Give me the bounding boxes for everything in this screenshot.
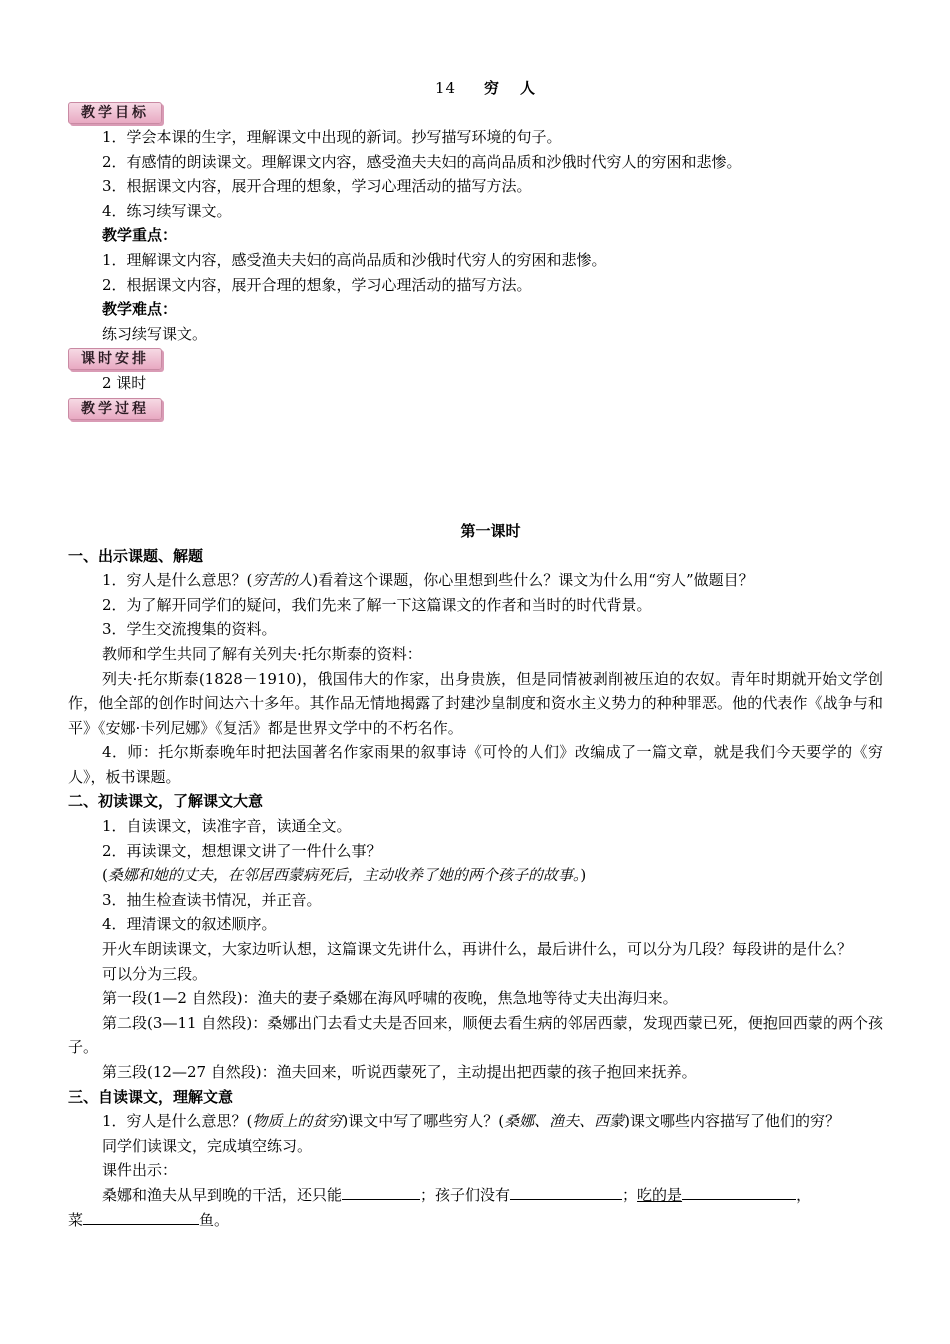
difficulty-label: 教学难点： [102,300,178,319]
text-line: 教师和学生共同了解有关列夫·托尔斯泰的资料： [102,644,422,663]
author-paragraph: 列夫·托尔斯泰(1828－1910)，俄国伟大的作家，出身贵族，但是同情被剥削被压迫的农奴。青年时期就开始文学创作，他全部的创作时间达六十多年。其作品无情地揭露了封建沙皇制度和资水主义势力的种种罪恶。他的代表作《战争与和平》《安娜·卡列尼娜》《复活》都是世界文学中的不朽名作。 [68,669,883,737]
goal-item: 1．学会本课的生字，理解课文中出现的新词。抄写描写环境的句子。 [102,128,562,146]
schedule-badge: 课时安排 [68,348,162,370]
blank-field [342,1183,420,1200]
blank-field [682,1183,796,1200]
text-line: 同学们读课文，完成填空练习。 [102,1136,313,1155]
blank-field [83,1208,199,1225]
key-point-item: 2．根据课文内容，展开合理的想象，学习心理活动的描写方法。 [102,275,532,294]
text-paragraph: 1．穷人是什么意思？(物质上的贫穷)课文中写了哪些穷人？(桑娜、渔夫、西蒙)课文哪些内容描写了他们的穷？ [102,1112,841,1131]
key-point-item: 1．理解课文内容，感受渔夫夫妇的高尚品质和沙俄时代穷人的穷困和悲惨。 [102,250,607,269]
text-line: 1．穷人是什么意思？(穷苦的人)看着这个课题，你心里想到些什么？课文为什么用“穷人”做题目？ [102,571,754,590]
text-line: 2．为了解开同学们的疑问，我们先来了解一下这篇课文的作者和当时的时代背景。 [102,595,652,614]
text-paragraph: 开火车朗读课文，大家边听认想，这篇课文先讲什么，再讲什么，最后讲什么，可以分为几段？每段讲的是什么？ [102,940,853,959]
fill-blank-line: 菜 鱼。 [68,1208,883,1233]
text-line: 第三段(12—27 自然段)：渔夫回来，听说西蒙死了，主动提出把西蒙的孩子抱回来抚养。 [102,1063,697,1081]
text-line: 课件出示： [102,1161,178,1180]
key-points-label: 教学重点： [102,226,178,245]
process-badge: 教学过程 [68,398,162,420]
text-line: 2．再读课文，想想课文讲了一件什么事？ [102,841,382,860]
text-line: 3．抽生检查读书情况，并正音。 [102,890,322,909]
goal-item: 2．有感情的朗读课文。理解课文内容，感受渔夫夫妇的高尚品质和沙俄时代穷人的穷困和悲惨。 [102,152,742,171]
text-line: 可以分为三段。 [102,964,208,983]
section-heading-3: 三、自读课文，理解文意 [68,1087,234,1106]
text-line: 4．理清课文的叙述顺序。 [102,915,277,934]
text-paragraph: 4．师：托尔斯泰晚年时把法国著名作家雨果的叙事诗《可怜的人们》改编成了一篇文章，就是我们今天要学的《穷人》，板书课题。 [68,743,883,786]
blank-field [510,1183,622,1200]
schedule-text: 2 课时 [102,374,147,393]
document-page [68,76,883,1232]
difficulty-text: 练习续写课文。 [102,324,208,343]
text-line: 第一段(1—2 自然段)：渔夫的妻子桑娜在海风呼啸的夜晚，焦急地等待丈夫出海归来。 [102,989,678,1008]
title-char-1: 穷 [484,79,501,97]
goal-item: 3．根据课文内容，展开合理的想象，学习心理活动的描写方法。 [102,177,532,196]
text-line: (桑娜和她的丈夫，在邻居西蒙病死后，主动收养了她的两个孩子的故事。) [102,866,587,885]
lesson-heading [98,76,883,100]
goal-item: 4．练习续写课文。 [102,201,232,220]
goals-badge: 教学目标 [68,102,162,124]
lesson-session-title: 第一课时 [460,521,521,540]
text-line: 3．学生交流搜集的资料。 [102,620,277,639]
title-char-2: 人 [520,79,537,97]
section-heading-1: 一、出示课题、解题 [68,546,204,565]
fill-blank-line: 桑娜和渔夫从早到晚的干活，还只能 ；孩子们没有 ；吃的是 ， [68,1183,883,1208]
section-heading-2: 二、初读课文，了解课文大意 [68,792,264,811]
lesson-number: 14 [434,79,457,97]
spacer [68,421,883,519]
text-paragraph: 第二段(3—11 自然段)：桑娜出门去看丈夫是否回来，顺便去看生病的邻居西蒙，发现西蒙已死，便抱回西蒙的两个孩子。 [68,1013,883,1057]
text-line: 1．自读课文，读准字音，读通全文。 [102,817,352,836]
